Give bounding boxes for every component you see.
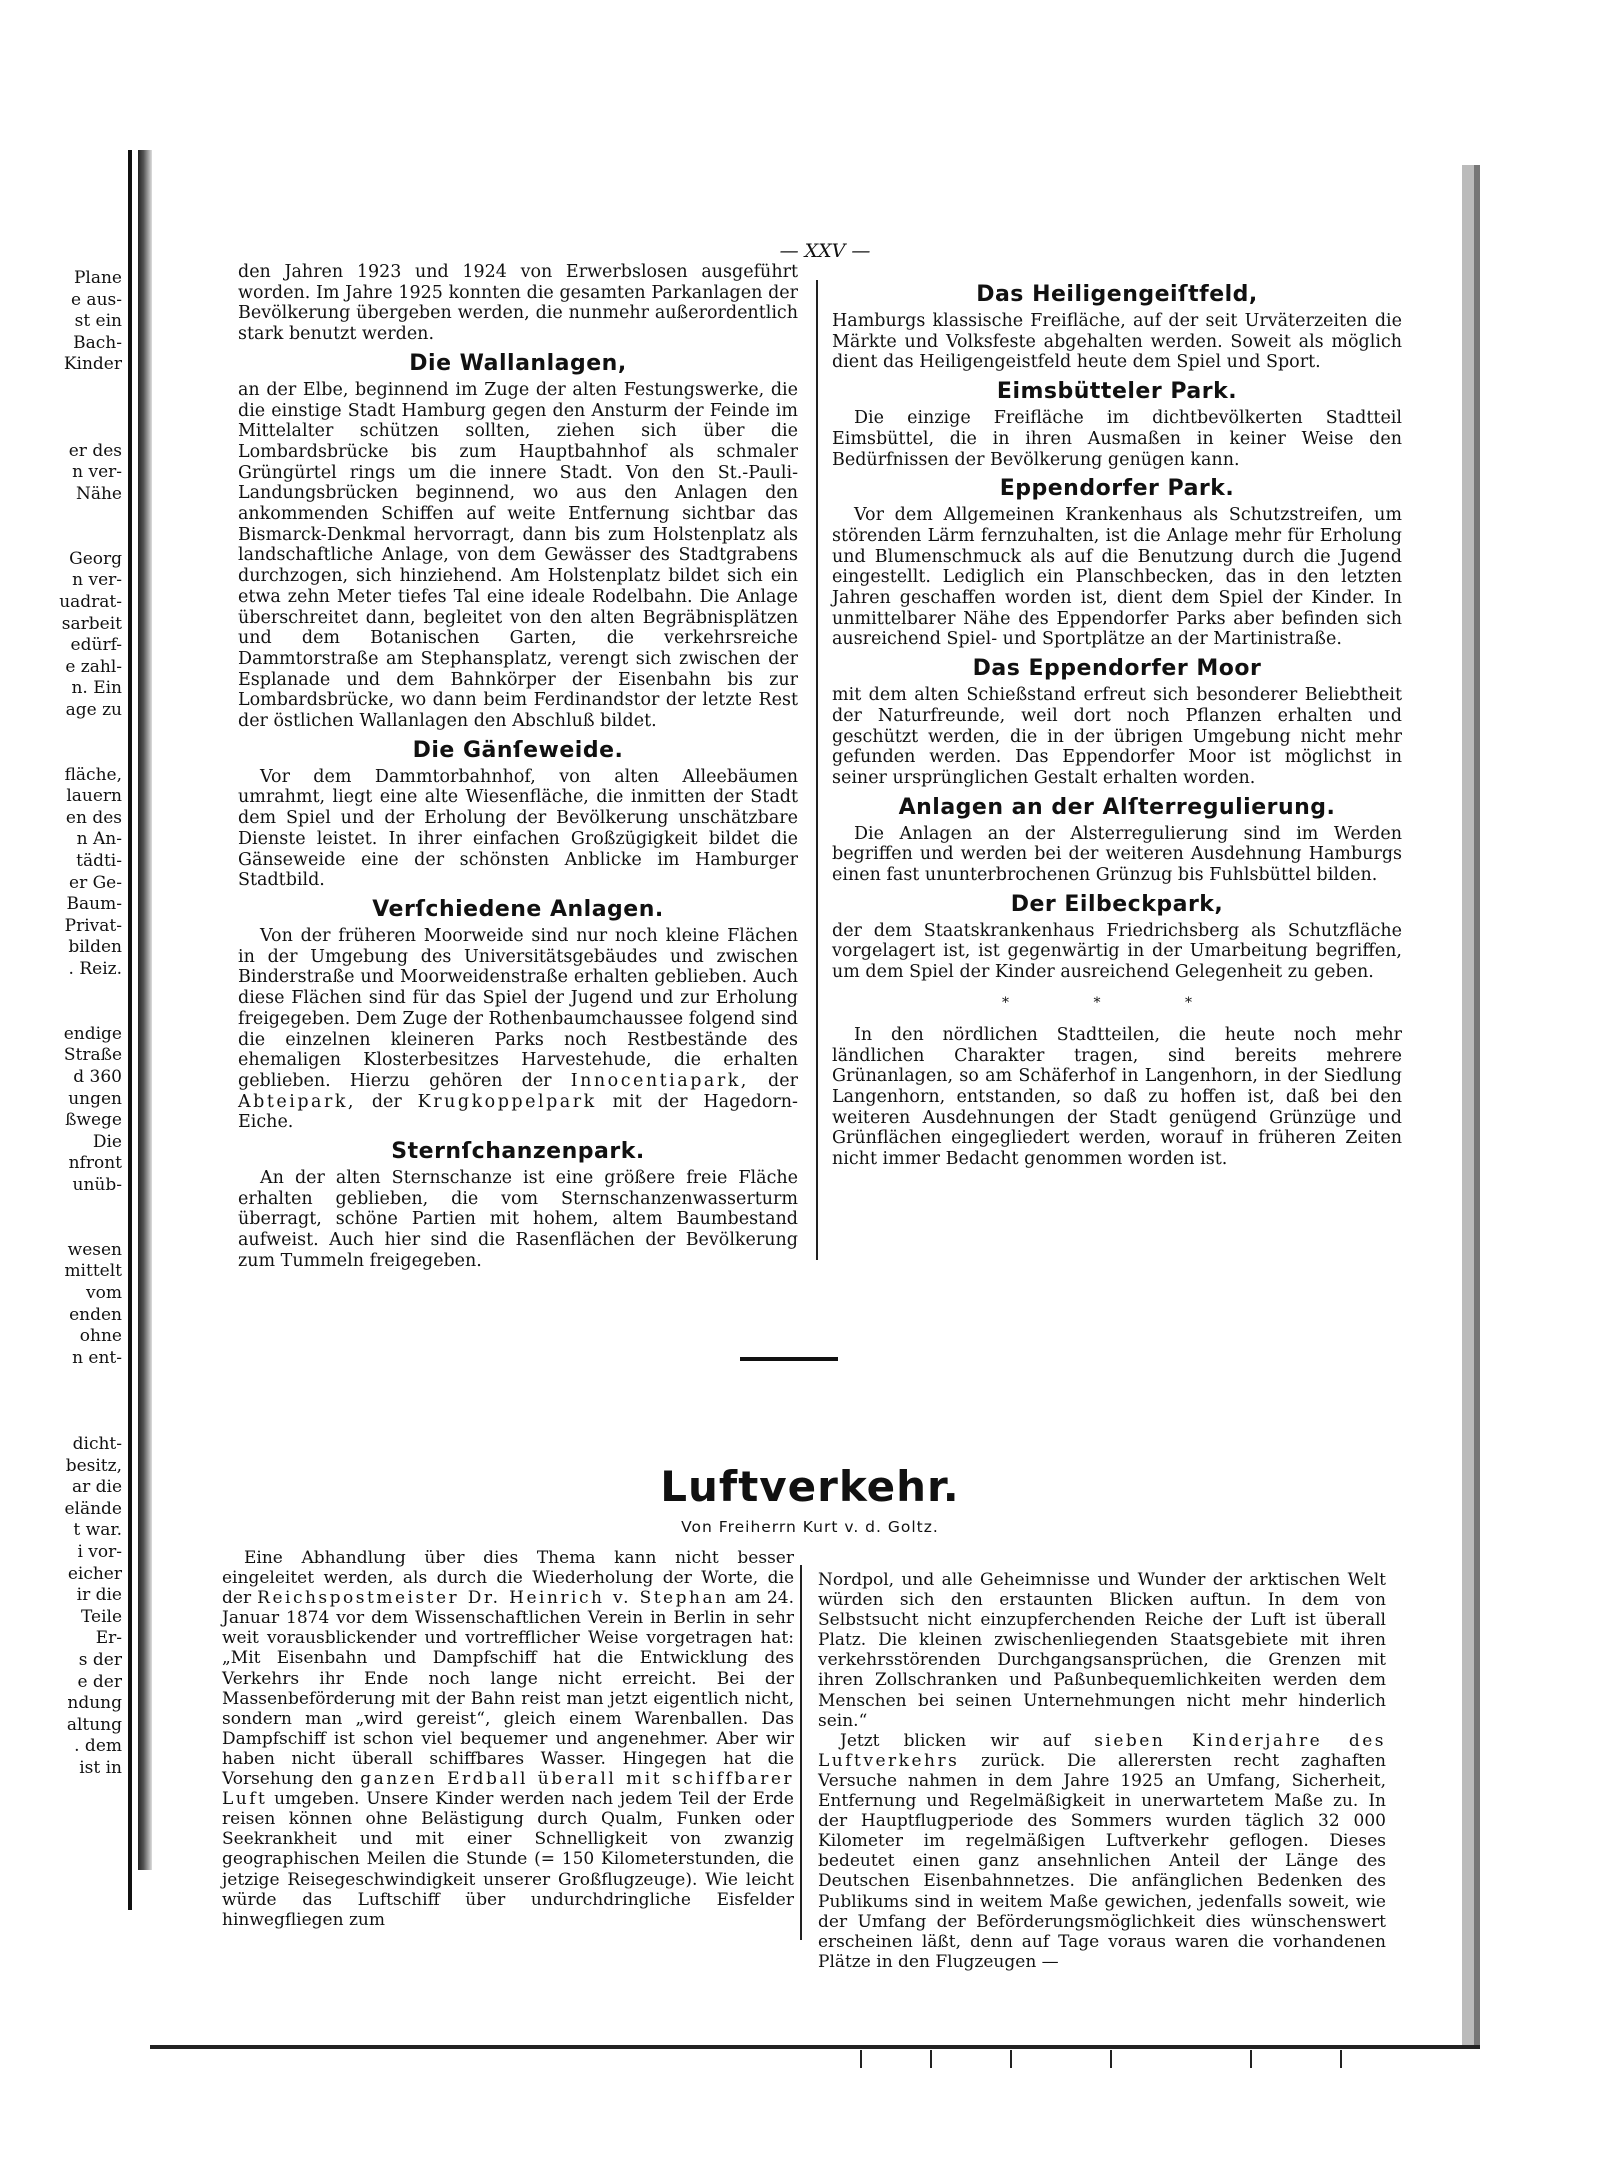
fragment-line: n An- bbox=[76, 829, 122, 850]
fragment-line bbox=[0, 743, 128, 765]
article-paragraph-1 bbox=[222, 1548, 794, 1930]
fragment-line: Teile bbox=[80, 1606, 122, 1627]
fragment-line: Straße bbox=[63, 1045, 122, 1066]
heading-heiligengeistfeld: Das Heiligengeiſtfeld, bbox=[976, 282, 1258, 307]
fragment-line bbox=[0, 1218, 128, 1240]
fragment-line: fläche, bbox=[64, 764, 122, 785]
article-column-1 bbox=[222, 1548, 794, 1930]
fragment-line: Baum- bbox=[66, 894, 122, 915]
fragment-line: . dem bbox=[74, 1736, 122, 1757]
fragment-line bbox=[0, 1391, 128, 1413]
fragment-line: endige bbox=[63, 1023, 122, 1044]
closing-paragraph: In den nördlichen Stadtteilen, die heute noch mehr ländlichen Charakter tragen, sind bereits mehrere Grünanlagen, so am Schäferhof in Langenhorn, in der Siedlung Langenhorn, entstanden, so daß zu hoffen ist, daß bei den weiteren Ausdehnungen der Stadt genügend Grünzüge und Grünflächen eingegliedert werden, worauf in früheren Zeiten nicht immer Bedacht genommen worden ist. bbox=[832, 1024, 1402, 1170]
article-paragraph-3 bbox=[818, 1731, 1386, 1972]
erdball-phrase: ganzen Erdball überall mit schiffbarer Luft bbox=[222, 1769, 795, 1810]
fragment-line: edürf- bbox=[70, 635, 122, 656]
fragment-line: ohne bbox=[79, 1326, 122, 1347]
fragment-line: Georg bbox=[69, 548, 122, 569]
fragment-line: dicht- bbox=[72, 1434, 122, 1455]
page-bottom-ticks bbox=[780, 2050, 1380, 2068]
verschiedene-paragraph bbox=[238, 926, 798, 1133]
fragment-line: eicher bbox=[67, 1563, 122, 1584]
article-text-3: zurück. Die allerersten recht zaghaften Versuche nahmen in dem Jahre 1925 an Umfang, Sicherheit, Entfernung und Regelmäßigkeit in unerwartetem Maße zu. In der Hauptflugperiode des Sommers wurden täglich 32 000 Kilometer im regelmäßigen Luftverkehr geflogen. Dieses bedeutet einen ganz ansehnlichen Anteil der Länge des Deutschen Eisenbahnnetzes. Die anfänglichen Bedenken des Publikums sind in weitem Maße gewichen, jedenfalls soweit, wie der Umfang der Beförderungsmöglichkeit dies wünschenswert erscheinen läßt, denn auf Tage voraus waren die vorhandenen Plätze in den Flugzeugen — bbox=[818, 1750, 1387, 1972]
heading-eppendorfer-moor: Das Eppendorfer Moor bbox=[972, 656, 1262, 682]
fragment-line: Kinder bbox=[63, 354, 122, 375]
fragment-line bbox=[0, 981, 128, 1003]
fragment-line: n ent- bbox=[72, 1347, 122, 1368]
fragment-line: Privat- bbox=[64, 915, 122, 936]
fragment-line: e der bbox=[77, 1671, 122, 1692]
fragment-line bbox=[0, 1369, 128, 1391]
previous-page-fragment bbox=[0, 268, 128, 1780]
fragment-line: . Reiz. bbox=[68, 959, 122, 979]
page-edge-shadow bbox=[1462, 165, 1474, 2045]
wallanlagen-paragraph: an der Elbe, beginnend im Zuge der alten Festungswerke, die die einstige Stadt Hamburg gegen den Ansturm der Feinde im Mittelalter schützen sollten, ziehen sich über die Lombardsbrücke bis zum Hauptbahnhof als schmaler Grüngürtel rings um die innere Stadt. Von den St.-Pauli-Landungsbrücken beginnend, wo aus den Anlagen den ankommenden Schiffen auf weite Entfernung sichtbar das Bismarck-Denkmal hervorragt, dann bis zum Holstenplatz als landschaftliche Anlage, von dem Gewässer des Stadtgrabens durchzogen, sich hinziehend. Am Holstenplatz bildet sich ein etwa zehn Meter tiefes Tal eine ideale Rodelbahn. Die Anlage überschreitet dann, begleitet von den alten Begräbnisplätzen und dem Botanischen Garten, die verkehrsreiche Dammtorstraße am Stephansplatz, verengt sich zwischen der Esplanade und dem Bahnkörper der Eisenbahn bis zur Lombardsbrücke, wo dann beim Ferdinandstor der letzte Rest der östlichen Wallanlagen den Abschluß bildet. bbox=[238, 379, 798, 732]
book-gutter-shadow bbox=[138, 150, 152, 1870]
heading-alsterregulierung: Anlagen an der Alſterregulierung. bbox=[898, 794, 1336, 820]
sternschanzen-paragraph: An der alten Sternschanze ist eine größere freie Fläche erhalten geblieben, die vom Sternschanzenwasserturm überragt, schöne Partien mit hohem, altem Baumbestand aufweist. Auch hier sind die Rasenflächen der Bevölkerung zum Tummeln freigegeben. bbox=[238, 1168, 798, 1271]
article-byline: Von Freiherrn Kurt v. d. Goltz. bbox=[681, 1518, 939, 1536]
section-rule bbox=[740, 1357, 838, 1361]
heading-gaenseweide: Die Gänſeweide. bbox=[412, 737, 624, 763]
intro-paragraph: den Jahren 1923 und 1924 von Erwerbslosen ausgeführt worden. Im Jahre 1925 konnten die gesamten Parkanlagen der Bevölkerung übergeben werden, die nunmehr außerordentlich stark benutzt werden. bbox=[238, 262, 798, 345]
right-column bbox=[832, 282, 1402, 1170]
article-text-3-pre: Jetzt blicken wir auf bbox=[840, 1730, 1071, 1751]
fragment-line: wesen bbox=[67, 1239, 122, 1260]
fragment-line: t war. bbox=[73, 1520, 122, 1541]
article-column-divider bbox=[800, 1565, 802, 1940]
heading-eppendorfer-park: Eppendorfer Park. bbox=[999, 476, 1235, 502]
connector-der-1: der bbox=[768, 1070, 798, 1091]
fragment-line: n ver- bbox=[72, 570, 122, 591]
heading-eilbeckpark: Der Eilbeckpark, bbox=[1010, 891, 1224, 917]
left-column bbox=[238, 262, 798, 1272]
alster-paragraph: Die Anlagen an der Alsterregulierung sind im Werden begriffen und werden bei der weiteren Ausdehnung Hamburgs einen fast ununterbrochenen Grünzug bis Fuhlsbüttel bilden. bbox=[832, 823, 1402, 886]
fragment-line: st ein bbox=[74, 311, 122, 332]
fragment-line: i vor- bbox=[77, 1542, 122, 1563]
innocentiapark-name: Innocentiapark, bbox=[570, 1070, 749, 1091]
fragment-line: Er- bbox=[95, 1628, 122, 1649]
fragment-line: ist in bbox=[79, 1757, 122, 1778]
heading-eimsbuetteler-park: Eimsbütteler Park. bbox=[996, 379, 1238, 405]
fragment-line: ungen bbox=[68, 1088, 122, 1109]
eilbeck-paragraph: der dem Staatskrankenhaus Friedrichsberg als Schutzfläche vorgelagert ist, ist gegenwärtig in der Umarbeitung begriffen, um dem Spiel der Kinder ausreichend Gelegenheit zu geben. bbox=[832, 920, 1402, 983]
column-divider bbox=[816, 280, 818, 1260]
article-paragraph-2: Nordpol, und alle Geheimnisse und Wunder der arktischen Welt würden sich den erstaunten Blicken auftun. In dem von Selbstsucht nicht einzupferchenden Reiche der Luft ist überall Platz. Die kleinen zwischenliegenden Staatsgebiete mit ihren verkehrsstörenden Durchgangsansprüchen, die Grenzen mit ihren Zollschranken und Paßunbequemlichkeiten werden dem Menschen bei seinen Unternehmungen nicht mehr hinderlich sein.“ bbox=[818, 1570, 1386, 1731]
fragment-line: en des bbox=[65, 807, 122, 828]
page-edge-shadow-dark bbox=[1474, 165, 1480, 2045]
heading-sternschanzenpark: Sternſchanzenpark. bbox=[391, 1139, 645, 1165]
eppendorfer-moor-paragraph: mit dem alten Schießstand erfreut sich besonderer Beliebtheit der Naturfreunde, weil dort noch Pflanzen erhalten und geschützt werden, die in der übrigen Umgebung nicht mehr gefunden werden. Das Eppendorfer Moor ist möglichst in seiner ursprünglichen Gestalt erhalten worden. bbox=[832, 685, 1402, 788]
article-text-1c: umgeben. Unsere Kinder werden nach jedem Teil der Erde reisen können ohne Belästigung durch Qualm, Funken oder Seekrankheit und mit einer Schnelligkeit von zwanzig geographischen Meilen die Stunde (= 150 Kilometerstunden, die jetzige Reisegeschwindigkeit unserer Großflugzeuge). Wie leicht würde das Luftschiff über undurchdringliche Eisfelder hinwegfliegen zum bbox=[222, 1789, 794, 1930]
fragment-line: n ver- bbox=[72, 462, 122, 483]
luftverkehr-phrase: sieben Kinderjahre des Luftverkehrs bbox=[818, 1730, 1386, 1771]
fragment-line: besitz, bbox=[65, 1455, 122, 1476]
article-text-1b: am 24. Januar 1874 vor dem Wissenschaftlichen Verein in Berlin in sehr weit vorausblickender und vortrefflicher Weise vorgetragen hat: „Mit Eisenbahn und Dampfschiff hat die Entwicklung des Verkehrs ihr Ende noch lange nicht erreicht. Bei der Massenbeförderung mit der Bahn reist man jetzt eigentlich nicht, sondern man „wird gereist“, gleich einem Warenballen. Das Dampfschiff ist schon viel bequemer und angenehmer. Aber wir haben nicht überall schiffbares Wasser. Hingegen hat die Vorsehung den bbox=[222, 1588, 794, 1790]
fragment-line: nfront bbox=[68, 1153, 122, 1174]
fragment-line bbox=[0, 419, 128, 441]
fragment-line bbox=[0, 1197, 128, 1219]
fragment-line: ndung bbox=[67, 1693, 122, 1714]
gaenseweide-paragraph: Vor dem Dammtorbahnhof, von alten Alleebäumen umrahmt, liegt eine alte Wiesenfläche, die inmitten der Stadt dem Spiel und der Erholung der Bevölkerung unschätzbare Dienste leistet. In ihrer einfachen Großzügigkeit bildet die Gänseweide eine der schönsten Anblicke im Hamburger Stadtbild. bbox=[238, 766, 798, 891]
fragment-line: uadrat- bbox=[59, 591, 122, 612]
eimsbuettel-paragraph: Die einzige Freifläche im dichtbevölkerten Stadtteil Eimsbüttel, die in ihren Ausmaßen in keiner Weise den Bedürfnissen der Bevölkerung genügen kann. bbox=[832, 408, 1402, 470]
article-title: Luftverkehr. bbox=[660, 1462, 960, 1511]
krugkoppelpark-name: Krugkoppelpark bbox=[417, 1091, 597, 1112]
heading-verschiedene-anlagen: Verſchiedene Anlagen. bbox=[372, 896, 664, 922]
article-text-1a: Eine Abhandlung über dies Thema kann nicht besser eingeleitet werden, als durch die Wiederholung der Worte, die der bbox=[222, 1548, 794, 1609]
eppendorfer-park-paragraph: Vor dem Allgemeinen Krankenhaus als Schutzstreifen, um störenden Lärm fernzuhalten, ist die Anlage mehr für Erholung und Blumenschmuck als auf die Benutzung durch die Jugend eingestellt. Lediglich ein Planschbecken, das in den letzten Jahren geschaffen worden ist, dient dem Spiel der Kinder. In unmittelbarer Nähe des Eppendorfer Parks aber befinden sich ausreichend Spiel- und Sportplätze an der Martinistraße. bbox=[832, 505, 1402, 650]
abteipark-name: Abteipark, bbox=[238, 1091, 356, 1112]
fragment-line bbox=[0, 398, 128, 420]
fragment-line: Nähe bbox=[75, 483, 122, 504]
fragment-line: Die bbox=[92, 1131, 122, 1152]
section-stars: * * * bbox=[1002, 994, 1232, 1011]
fragment-line: lauern bbox=[66, 786, 122, 807]
article-column-2 bbox=[818, 1570, 1386, 1972]
fragment-line: age zu bbox=[65, 699, 122, 720]
connector-der-2: der bbox=[371, 1091, 402, 1112]
fragment-line: vom bbox=[86, 1282, 122, 1303]
fragment-line: s der bbox=[78, 1650, 122, 1670]
fragment-line: ir die bbox=[76, 1585, 122, 1606]
fragment-line: n. Ein bbox=[71, 678, 122, 699]
page-bottom-edge bbox=[150, 2045, 1480, 2049]
fragment-line: er des bbox=[68, 440, 122, 461]
fragment-line: ßwege bbox=[65, 1110, 122, 1131]
book-gutter-rule bbox=[128, 150, 132, 1910]
fragment-line: bilden bbox=[68, 937, 122, 958]
fragment-line: altung bbox=[66, 1714, 122, 1735]
verschiedene-text: Von der früheren Moorweide sind nur noch kleine Flächen in der Umgebung des Universitätsgebäudes und zwischen Binderstraße und Moorweidenstraße erhalten geblieben. Auch diese Flächen sind für das Spiel der Jugend und zur Erholung freigegeben. Dem Zuge der Rothenbaumchaussee folgend sind die einzelnen kleineren Parks noch Restbestände des ehemaligen Klosterbesitzes Harvestehude, die erhalten geblieben. Hierzu gehören der bbox=[238, 925, 798, 1091]
fragment-line: ar die bbox=[71, 1477, 122, 1498]
page-number: — XXV — bbox=[779, 240, 871, 262]
fragment-line: e zahl- bbox=[65, 656, 122, 677]
fragment-line bbox=[0, 1002, 128, 1024]
fragment-line: enden bbox=[69, 1304, 122, 1325]
fragment-line bbox=[0, 376, 128, 398]
fragment-line: mittelt bbox=[64, 1261, 122, 1282]
fragment-line: er Ge- bbox=[69, 872, 122, 893]
fragment-line bbox=[0, 527, 128, 549]
fragment-line: Bach- bbox=[73, 332, 122, 353]
stephan-name: Reichspostmeister Dr. Heinrich v. Stephan bbox=[257, 1588, 729, 1609]
fragment-line: e aus- bbox=[70, 289, 122, 310]
heiligengeist-paragraph: Hamburgs klassische Freifläche, auf der seit Urväterzeiten die Märkte und Volksfeste abgehalten werden. Soweit als möglich dient das Heiligengeistfeld heute dem Spiel und Sport. bbox=[832, 311, 1402, 373]
fragment-line: unüb- bbox=[72, 1174, 122, 1195]
fragment-line: d 360 bbox=[73, 1066, 122, 1087]
verschiedene-end: mit der Hagedorn-Eiche. bbox=[238, 1091, 798, 1133]
fragment-line bbox=[0, 721, 128, 743]
fragment-line bbox=[0, 506, 128, 528]
fragment-line bbox=[0, 1412, 128, 1434]
fragment-line: Plane bbox=[73, 268, 122, 288]
fragment-line: tädti- bbox=[76, 851, 122, 872]
heading-wallanlagen: Die Wallanlagen, bbox=[409, 350, 627, 376]
fragment-line: elände bbox=[64, 1498, 122, 1519]
fragment-line: sarbeit bbox=[61, 613, 122, 634]
